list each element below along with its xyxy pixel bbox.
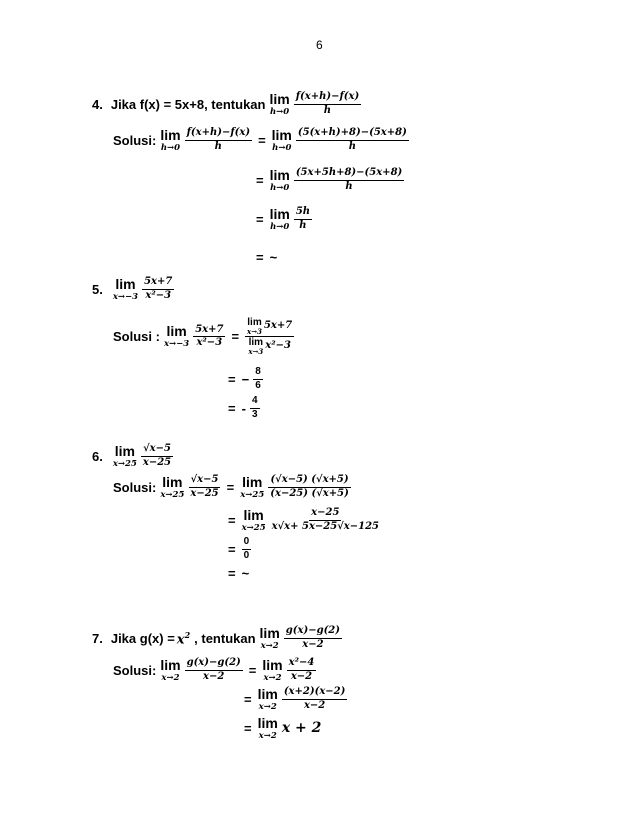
- fraction: $\frac{√x-5}{x-25}$: [190, 474, 219, 499]
- fraction: $\frac{(5x+5h+8)-(5x+8)}{h}$: [295, 167, 403, 192]
- limit-operator: lim x→−3: [112, 276, 139, 302]
- fraction: $\frac{(x+2)(x-2)}{x-2}$: [283, 686, 346, 711]
- solusi-label: Solusi :: [113, 329, 160, 344]
- problem-7-solution-line-3: [242, 716, 321, 741]
- question-text-2: , tentukan: [194, 630, 256, 646]
- equals-sign: =: [256, 250, 264, 265]
- equals-sign: =: [228, 541, 236, 557]
- equals-sign: =: [244, 720, 252, 736]
- limit-operator: lim x→2: [257, 715, 278, 741]
- fraction: $\frac{x-25}{x√x+ 5x-25√x-125}$: [271, 507, 379, 532]
- fraction: $\frac{0}{0}$: [243, 536, 250, 561]
- limit-operator: lim x→2: [259, 625, 280, 651]
- equals-sign: =: [256, 211, 264, 227]
- limit-operator: lim x→25: [240, 474, 265, 500]
- fraction: $\frac{4}{3}$: [251, 395, 258, 420]
- function-definition: $x^2$: [176, 629, 191, 647]
- solusi-label: Solusi:: [113, 479, 157, 495]
- fraction: $\frac{\text{x²−4}}{x-2}$: [288, 657, 315, 682]
- limit-operator: lim x→25: [241, 507, 266, 533]
- limit-operator: lim x→−3: [163, 323, 190, 350]
- problem-7-solution-line-1: [113, 658, 316, 683]
- problem-6-solution-line-1: [113, 475, 351, 500]
- limit-operator: lim h→0: [271, 127, 292, 153]
- equals-sign: =: [256, 172, 264, 188]
- equals-sign: =: [244, 691, 252, 707]
- problem-6-result-2: [226, 566, 249, 581]
- fraction: $\frac{5x+7}{\text{x²−3}}$: [195, 323, 224, 348]
- fraction: $\frac{8}{6}$: [255, 366, 261, 391]
- equals-sign: =: [226, 479, 235, 495]
- fraction: $\frac{√x-5}{x-25}$: [142, 443, 172, 468]
- limit-operator: lim h→0: [269, 167, 290, 193]
- problem-4-solution-line-2: [254, 168, 404, 193]
- limit-operator: lim x→2: [257, 686, 278, 712]
- equals-sign: =: [228, 512, 236, 528]
- problem-5-question: [92, 277, 174, 302]
- limit-operator: lim x→2: [160, 657, 181, 683]
- problem-number: 4.: [92, 96, 103, 112]
- solusi-label: Solusi:: [113, 662, 157, 678]
- fraction: $\frac{(√x-5) (√x+5)}{(x-25) (√x+5)}$: [270, 474, 349, 499]
- equals-sign: =: [258, 132, 266, 148]
- problem-6-result-1: [226, 537, 251, 561]
- problem-4-result: [254, 250, 277, 265]
- fraction: $\frac{g(x)-g(2)}{x-2}$: [186, 657, 241, 682]
- limit-operator: lim x→25: [160, 474, 185, 500]
- fraction: $\frac{g(x)-g(2)}{x-2}$: [285, 625, 340, 650]
- limit-operator: lim h→0: [269, 206, 290, 232]
- equals-sign: =: [231, 329, 240, 344]
- limit-operator: lim h→0: [160, 127, 181, 153]
- problem-5-result-1: [226, 367, 263, 391]
- equals-sign: =: [228, 371, 236, 387]
- problem-4-question: [92, 92, 361, 117]
- problem-4-solution-line-3: [254, 207, 312, 232]
- result-value: ~: [241, 566, 250, 581]
- question-text: Jika g(x) =: [110, 630, 175, 646]
- limit-operator: lim x→2: [262, 657, 283, 683]
- solusi-label: Solusi:: [113, 132, 157, 148]
- problem-number: 6.: [92, 448, 103, 464]
- fraction: $\frac{5x+7}{\text{x²−3}}$: [144, 276, 173, 301]
- fraction: $\frac{f(x+h)-f(x)}{h}$: [295, 91, 360, 116]
- result-value: ~: [269, 250, 278, 265]
- limit-operator: lim h→0: [269, 91, 290, 117]
- equals-sign: =: [248, 662, 257, 678]
- equals-sign: =: [228, 400, 236, 416]
- negative-sign: −: [241, 371, 250, 387]
- final-expression: x + 2: [281, 720, 322, 737]
- problem-7-question: [92, 626, 342, 651]
- fraction: $\frac{5h}{h}$: [295, 206, 311, 231]
- question-text: Jika f(x) = 5x+8, tentukan: [110, 96, 266, 112]
- limit-operator: lim x→25: [112, 443, 137, 469]
- negative-sign: -: [241, 400, 246, 416]
- equals-sign: =: [228, 566, 236, 581]
- page-number: 6: [316, 38, 323, 52]
- problem-number: 5.: [92, 281, 103, 297]
- fraction: $\frac{(5(x+h)+8)-(5x+8)}{h}$: [297, 127, 407, 152]
- problem-7-solution-line-2: [242, 687, 347, 712]
- problem-6-solution-line-2: [226, 508, 381, 533]
- fraction: $\frac{f(x+h)-f(x)}{h}$: [186, 127, 251, 152]
- fraction: lim x→3 5x+7 lim x→3 x²−3: [247, 317, 293, 356]
- problem-4-solution-line-1: [113, 128, 409, 153]
- problem-6-question: [92, 444, 173, 469]
- problem-5-result-2: [226, 396, 260, 420]
- problem-number: 7.: [92, 630, 103, 646]
- problem-5-solution-line-1: [113, 318, 294, 355]
